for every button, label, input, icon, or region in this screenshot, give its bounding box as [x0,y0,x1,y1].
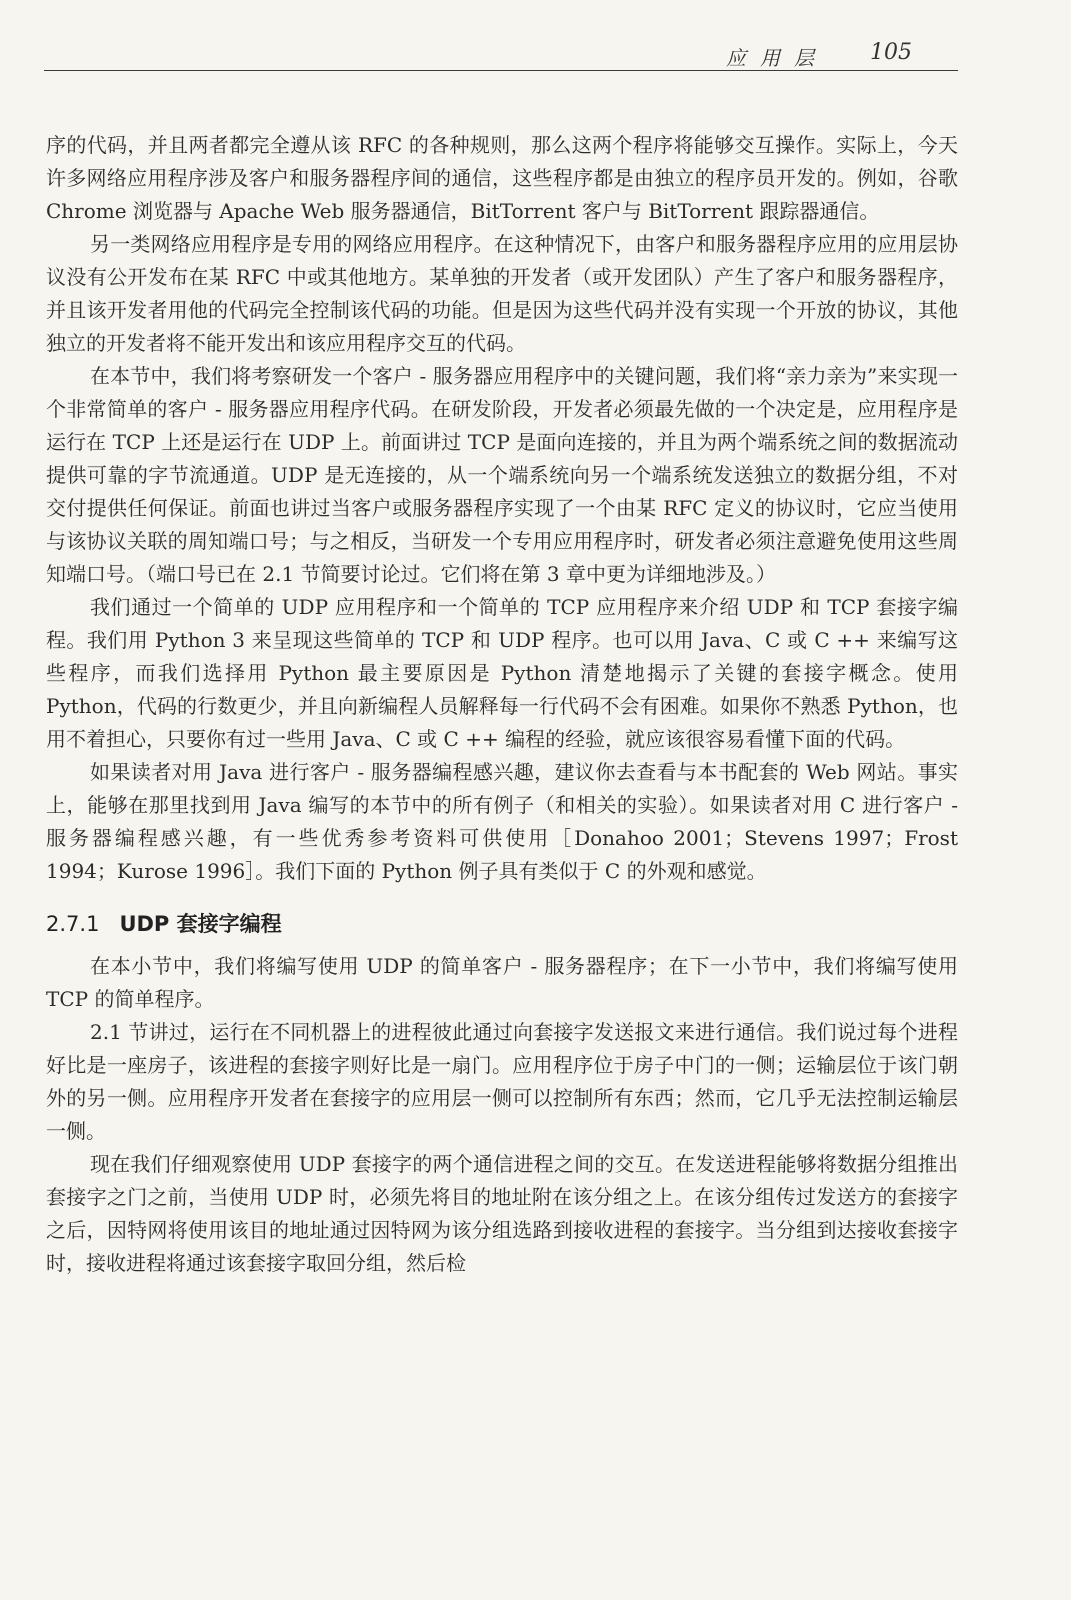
section-heading [46,910,958,938]
paragraph: 如果读者对用 Java 进行客户 - 服务器编程感兴趣，建议你去查看与本书配套的 Web 网站。事实上，能够在那里找到用 Java 编写的本节中的所有例子（和相关的实验）。如果读者对用 C 进行客户 - 服务器编程感兴趣，有一些优秀参考资料可供使用［Donahoo 2001；Stevens 1997；Frost 1994；Kurose 1996］。我们下面的 Python 例子具有类似于 C 的外观和感觉。 [46,760,958,883]
paragraph-continued: 序的代码，并且两者都完全遵从该 RFC 的各种规则，那么这两个程序将能够交互操作。实际上，今天许多网络应用程序涉及客户和服务器程序间的通信，这些程序都是由独立的程序员开发的。例如，谷歌 Chrome 浏览器与 Apache Web 服务器通信，BitTorrent 客户与 BitTorrent 跟踪器通信。 [46,133,958,223]
paragraph: 我们通过一个简单的 UDP 应用程序和一个简单的 TCP 应用程序来介绍 UDP 和 TCP 套接字编程。我们用 Python 3 来呈现这些简单的 TCP 和 UDP 程序。也可以用 Java、C 或 C ++ 来编写这些程序，而我们选择用 Python 最主要原因是 Python 清楚地揭示了关键的套接字概念。使用 Python，代码的行数更少，并且向新编程人员解释每一行代码不会有困难。如果你不熟悉 Python，也用不着担心，只要你有过一些用 Java、C 或 C ++ 编程的经验，就应该很容易看懂下面的代码。 [46,595,958,751]
paragraph: 2.1 节讲过，运行在不同机器上的进程彼此通过向套接字发送报文来进行通信。我们说过每个进程好比是一座房子，该进程的套接字则好比是一扇门。应用程序位于房子中门的一侧；运输层位于该门朝外的另一侧。应用程序开发者在套接字的应用层一侧可以控制所有东西；然而，它几乎无法控制运输层一侧。 [46,1020,958,1143]
section-number: 2.7.1 [46,912,100,936]
paragraph: 另一类网络应用程序是专用的网络应用程序。在这种情况下，由客户和服务器程序应用的应用层协议没有公开发布在某 RFC 中或其他地方。某单独的开发者（或开发团队）产生了客户和服务器程序，并且该开发者用他的代码完全控制该代码的功能。但是因为这些代码并没有实现一个开放的协议，其他独立的开发者将不能开发出和该应用程序交互的代码。 [46,232,958,355]
page-number: 105 [870,40,912,65]
paragraph: 在本节中，我们将考察研发一个客户 - 服务器应用程序中的关键问题，我们将“亲力亲为”来实现一个非常简单的客户 - 服务器应用程序代码。在研发阶段，开发者必须最先做的一个决定是，应用程序是运行在 TCP 上还是运行在 UDP 上。前面讲过 TCP 是面向连接的，并且为两个端系统之间的数据流动提供可靠的字节流通道。UDP 是无连接的，从一个端系统向另一个端系统发送独立的数据分组，不对交付提供任何保证。前面也讲过当客户或服务器程序实现了一个由某 RFC 定义的协议时，它应当使用与该协议关联的周知端口号；与之相反，当研发一个专用应用程序时，研发者必须注意避免使用这些周知端口号。（端口号已在 2.1 节简要讨论过。它们将在第 3 章中更为详细地涉及。） [46,364,958,586]
paragraph: 现在我们仔细观察使用 UDP 套接字的两个通信进程之间的交互。在发送进程能够将数据分组推出套接字之门之前，当使用 UDP 时，必须先将目的地址附在该分组之上。在该分组传过发送方的套接字之后，因特网将使用该目的地址通过因特网为该分组选路到接收进程的套接字。当分组到达接收套接字时，接收进程将通过该套接字取回分组，然后检 [46,1152,958,1275]
section-title: UDP 套接字编程 [119,912,282,936]
paragraph: 在本小节中，我们将编写使用 UDP 的简单客户 - 服务器程序；在下一小节中，我们将编写使用 TCP 的简单程序。 [46,954,958,1011]
page-body [46,129,958,1280]
running-head-title: 应用层 [726,46,828,70]
page-header [44,40,958,71]
